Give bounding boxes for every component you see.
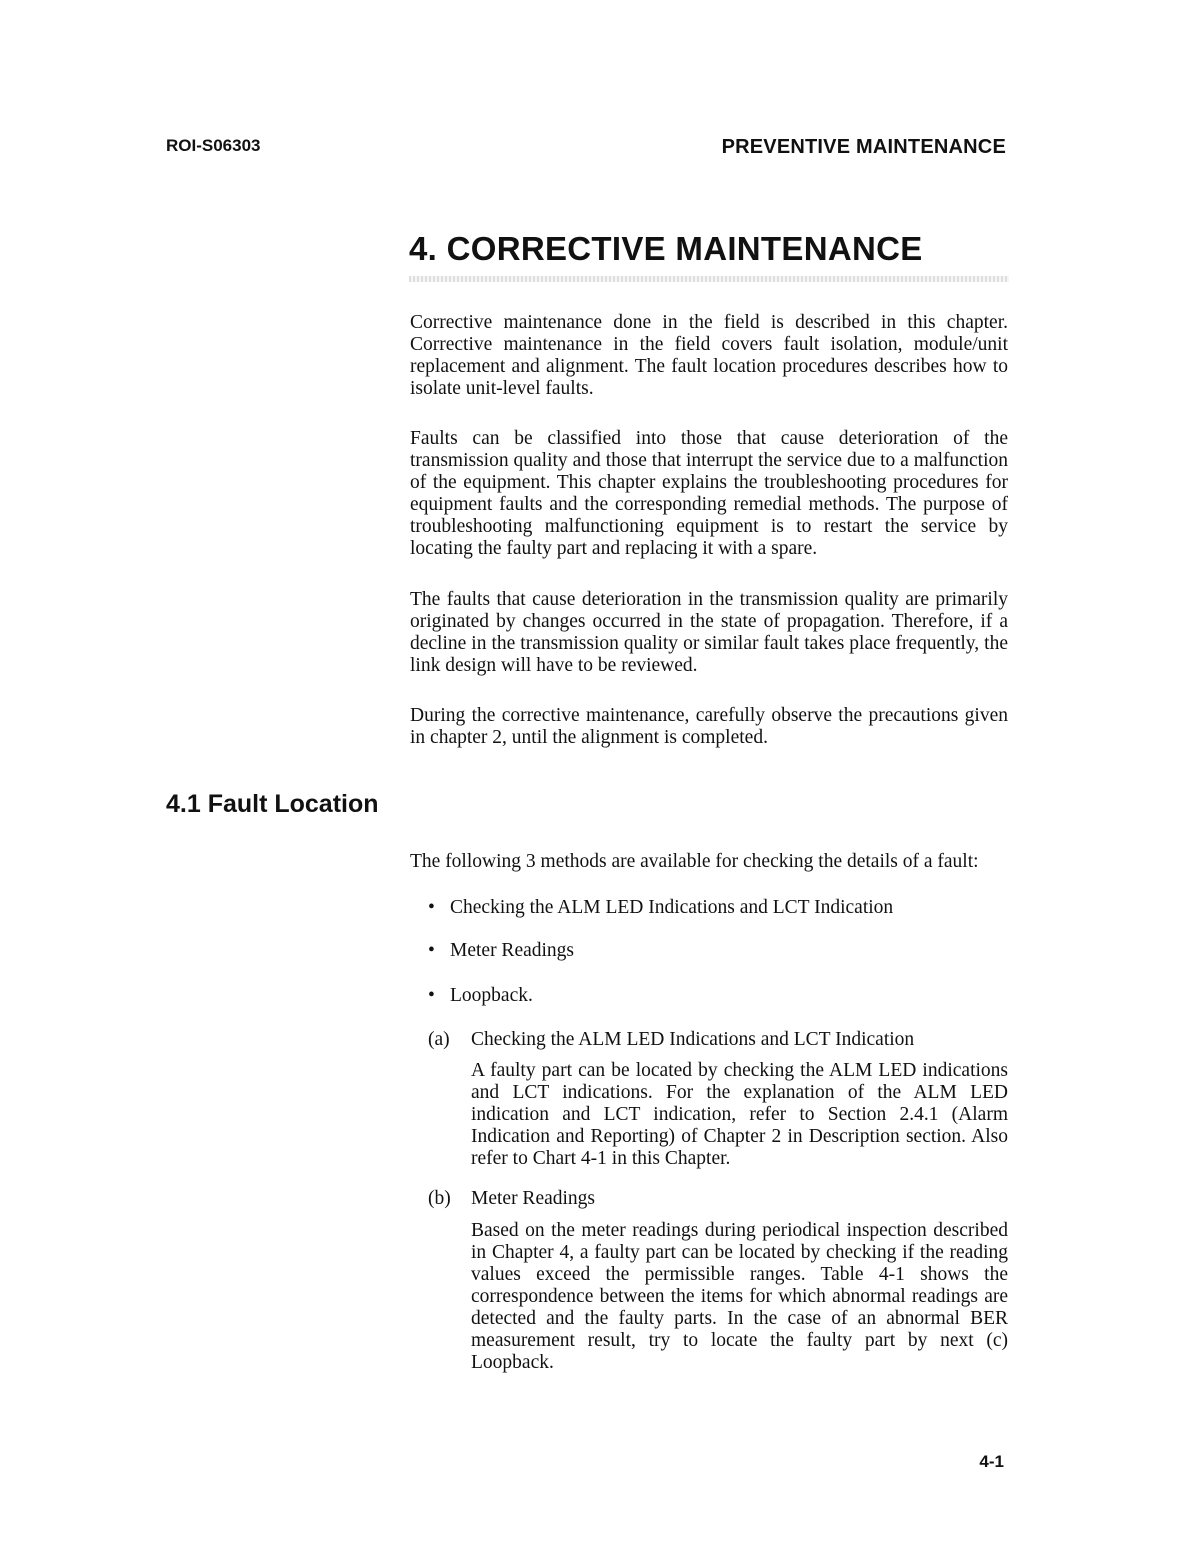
chapter-paragraph: Corrective maintenance done in the field is described in this chapter. Corrective maintenance in the field covers fault isolation, module/unit replacement and alignment. The fault location procedures describes how to isolate unit-level faults. — [410, 312, 1008, 399]
bullet-item — [428, 985, 533, 1007]
section-title: 4.1 Fault Location — [166, 790, 379, 818]
bullet-icon: • — [428, 897, 435, 918]
bullet-text: Loopback. — [450, 985, 533, 1006]
bullet-icon: • — [428, 985, 435, 1006]
subsection-text: A faulty part can be located by checking the ALM LED indications and LCT indications. For the explanation of the ALM LED indication and LCT indication, refer to Section 2.4.1 (Alarm Indication and Reporting) of Chapter 2 in Description section. Also refer to Chart 4-1 in this Chapter. — [471, 1060, 1008, 1169]
chapter-paragraph: During the corrective maintenance, carefully observe the precautions given in chapter 2, until the alignment is completed. — [410, 705, 1008, 748]
chapter-paragraph: The faults that cause deterioration in the transmission quality are primarily originated by changes occurred in the state of propagation. Therefore, if a decline in the transmission quality or similar fault takes place frequently, the link design will have to be reviewed. — [410, 589, 1008, 676]
chapter-paragraph: Faults can be classified into those that cause deterioration of the transmission quality and those that interrupt the service due to a malfunction of the equipment. This chapter explains the troubleshooting procedures for equipment faults and the corresponding remedial methods. The purpose of troubleshooting malfunctioning equipment is to restart the service by locating the faulty part and replacing it with a spare. — [410, 428, 1008, 559]
bullet-item — [428, 940, 574, 962]
subsection-heading-text: Checking the ALM LED Indications and LCT Indication — [471, 1029, 915, 1050]
bullet-text: Checking the ALM LED Indications and LCT Indication — [450, 897, 894, 918]
subsection-heading — [428, 1029, 914, 1051]
document-id: ROI-S06303 — [166, 136, 261, 155]
bullet-icon: • — [428, 940, 435, 961]
page-number: 4-1 — [979, 1452, 1004, 1471]
subsection-label: (a) — [428, 1029, 450, 1050]
subsection-text: Based on the meter readings during periodical inspection described in Chapter 4, a faulty part can be located by checking if the reading values exceed the permissible ranges. Table 4-1 shows the correspondence between the items for which abnormal readings are detected and the faulty parts. In the case of an abnormal BER measurement result, try to locate the faulty part by next (c) Loopback. — [471, 1220, 1008, 1373]
running-head: PREVENTIVE MAINTENANCE — [721, 136, 1006, 158]
chapter-title-rule — [409, 276, 1009, 282]
bullet-item — [428, 897, 893, 919]
subsection-heading-text: Meter Readings — [471, 1188, 596, 1209]
subsection-heading — [428, 1188, 595, 1210]
bullet-text: Meter Readings — [450, 940, 575, 961]
chapter-title: 4. CORRECTIVE MAINTENANCE — [409, 230, 923, 267]
section-intro: The following 3 methods are available for checking the details of a fault: — [410, 851, 979, 872]
subsection-label: (b) — [428, 1188, 451, 1209]
